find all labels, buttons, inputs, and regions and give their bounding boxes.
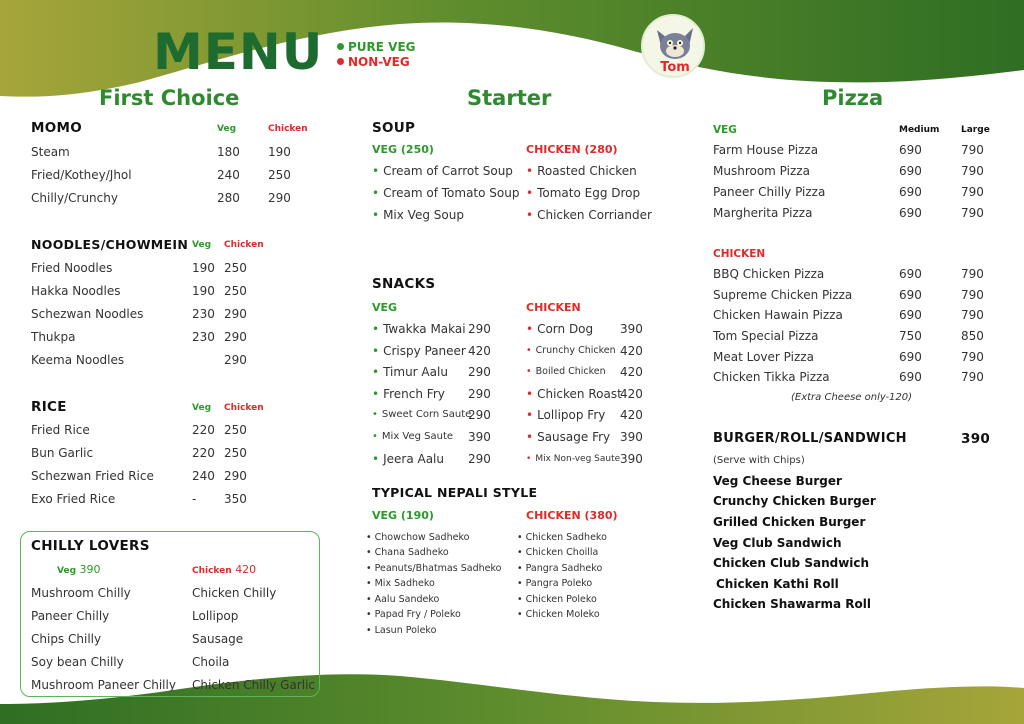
- chicken-price: 250: [268, 168, 291, 182]
- veg-price: 280: [217, 191, 240, 205]
- chicken-price: 290: [224, 307, 247, 321]
- pizza-large-price: 790: [961, 308, 984, 322]
- pizza-large-price: 790: [961, 143, 984, 157]
- pizza-name: Margherita Pizza: [713, 206, 813, 220]
- veg-dot-icon: [337, 43, 344, 50]
- pizza-medium-price: 690: [899, 185, 922, 199]
- veg-price: 230: [192, 330, 215, 344]
- chicken-price: 250: [224, 446, 247, 460]
- veg-price: 190: [192, 284, 215, 298]
- pizza-large-price: 790: [961, 370, 984, 384]
- restaurant-logo: [641, 14, 705, 78]
- chilly-lovers-heading: CHILLY LOVERS: [31, 538, 150, 554]
- nepali-chicken-item: • Chicken Poleko: [517, 594, 597, 606]
- menu-item-name: Fried/Kothey/Jhol: [31, 168, 132, 182]
- chilly-chicken-item: Chicken Chilly Garlic: [192, 678, 315, 692]
- chilly-chicken-header: [192, 563, 256, 577]
- legend-non-veg: [337, 55, 410, 69]
- pizza-large-price: 790: [961, 206, 984, 220]
- menu-item-name: Exo Fried Rice: [31, 492, 116, 506]
- snack-chicken-item: • Corn Dog: [526, 322, 593, 337]
- logo-text: Tom: [660, 60, 690, 75]
- snack-chicken-item: • Chicken Roast: [526, 387, 622, 402]
- pizza-name: Mushroom Pizza: [713, 164, 810, 178]
- menu-item-name: Fried Rice: [31, 423, 90, 437]
- soup-chicken-item: • Roasted Chicken: [526, 164, 637, 179]
- chicken-price: 290: [224, 353, 247, 367]
- burger-item: Veg Club Sandwich: [713, 536, 842, 550]
- chilly-chicken-item: Chicken Chilly: [192, 586, 277, 600]
- pizza-large-price: 790: [961, 164, 984, 178]
- legend-pure-veg: [337, 40, 416, 54]
- burger-item: Crunchy Chicken Burger: [713, 494, 876, 508]
- chicken-price: 350: [224, 492, 247, 506]
- soup-heading: SOUP: [372, 120, 416, 136]
- snack-chicken-item: • Boiled Chicken: [526, 366, 606, 378]
- pizza-medium-price: 750: [899, 329, 922, 343]
- pizza-name: BBQ Chicken Pizza: [713, 267, 825, 281]
- veg-price: 190: [192, 261, 215, 275]
- nepali-veg-label: VEG (190): [372, 509, 434, 522]
- soup-chicken-label: CHICKEN (280): [526, 143, 618, 156]
- chicken-price: 290: [224, 469, 247, 483]
- chicken-price: 290: [224, 330, 247, 344]
- pizza-title: Pizza: [822, 86, 884, 110]
- pizza-name: Meat Lover Pizza: [713, 350, 814, 364]
- snack-veg-price: 290: [468, 387, 491, 401]
- burger-price: 390: [961, 431, 991, 447]
- snack-veg-item: • French Fry: [372, 387, 445, 402]
- snack-veg-price: 290: [468, 408, 491, 422]
- menu-item-name: Thukpa: [31, 330, 76, 344]
- snack-veg-item: • Sweet Corn Saute: [372, 409, 471, 421]
- snack-veg-item: • Twakka Makai: [372, 322, 466, 337]
- pizza-medium-price: 690: [899, 206, 922, 220]
- chilly-veg-item: Mushroom Paneer Chilly: [31, 678, 176, 692]
- nepali-heading: TYPICAL NEPALI STYLE: [372, 485, 538, 500]
- burger-heading: BURGER/ROLL/SANDWICH: [713, 431, 907, 446]
- pizza-col-large: Large: [961, 125, 990, 135]
- snack-veg-price: 290: [468, 365, 491, 379]
- rice-heading: RICE: [31, 399, 67, 415]
- pizza-large-price: 790: [961, 288, 984, 302]
- snack-veg-price: 290: [468, 452, 491, 466]
- menu-item-name: Fried Noodles: [31, 261, 113, 275]
- nepali-veg-item: • Papad Fry / Poleko: [366, 609, 461, 621]
- soup-veg-item: • Mix Veg Soup: [372, 208, 464, 223]
- noodles-heading: NOODLES/CHOWMEIN: [31, 237, 189, 252]
- pizza-large-price: 790: [961, 350, 984, 364]
- snack-veg-price: 390: [468, 430, 491, 444]
- chilly-veg-label: Veg: [57, 566, 77, 576]
- chilly-chicken-item: Choila: [192, 655, 230, 669]
- snack-chicken-price: 420: [620, 408, 643, 422]
- burger-item: Chicken Shawarma Roll: [713, 597, 871, 611]
- first-choice-title: First Choice: [99, 86, 240, 110]
- momo-col-chicken: Chicken: [268, 124, 308, 134]
- chilly-veg-item: Soy bean Chilly: [31, 655, 124, 669]
- pizza-large-price: 790: [961, 185, 984, 199]
- pizza-large-price: 850: [961, 329, 984, 343]
- snack-chicken-item: • Lollipop Fry: [526, 408, 605, 423]
- menu-item-name: Chilly/Crunchy: [31, 191, 118, 205]
- menu-item-name: Hakka Noodles: [31, 284, 121, 298]
- chilly-chicken-label: Chicken: [192, 566, 232, 576]
- chilly-veg-header: [57, 563, 101, 577]
- chilly-chicken-item: Sausage: [192, 632, 244, 646]
- veg-price: 220: [192, 446, 215, 460]
- snack-veg-item: • Jeera Aalu: [372, 452, 444, 467]
- pizza-name: Paneer Chilly Pizza: [713, 185, 826, 199]
- nepali-veg-item: • Mix Sadheko: [366, 578, 435, 590]
- pizza-veg-label: VEG: [713, 124, 737, 136]
- snack-veg-item: • Crispy Paneer: [372, 344, 466, 359]
- snack-veg-item: • Timur Aalu: [372, 365, 448, 380]
- burger-item: Grilled Chicken Burger: [713, 515, 866, 529]
- chilly-chicken-price: 420: [235, 563, 257, 576]
- snack-chicken-price: 390: [620, 322, 643, 336]
- pizza-medium-price: 690: [899, 143, 922, 157]
- nonveg-dot-icon: [337, 58, 344, 65]
- extra-cheese-note: (Extra Cheese only-120): [791, 392, 913, 403]
- pizza-medium-price: 690: [899, 288, 922, 302]
- pizza-name: Tom Special Pizza: [713, 329, 819, 343]
- veg-price: 220: [192, 423, 215, 437]
- burger-note: (Serve with Chips): [713, 455, 805, 466]
- nepali-veg-item: • Aalu Sandeko: [366, 594, 439, 606]
- pizza-col-medium: Medium: [899, 125, 940, 135]
- snack-chicken-item: • Crunchy Chicken: [526, 345, 616, 357]
- snack-chicken-price: 420: [620, 344, 643, 358]
- soup-veg-label: VEG (250): [372, 143, 434, 156]
- snacks-chicken-label: CHICKEN: [526, 301, 581, 314]
- soup-chicken-item: • Chicken Corriander: [526, 208, 652, 223]
- snacks-heading: SNACKS: [372, 276, 436, 292]
- legend-nonveg-label: NON-VEG: [348, 55, 410, 69]
- menu-title: MENU: [153, 23, 324, 81]
- veg-price: 180: [217, 145, 240, 159]
- rice-col-chicken: Chicken: [224, 403, 264, 413]
- chilly-veg-price: 390: [79, 563, 101, 576]
- menu-item-name: Steam: [31, 145, 70, 159]
- chilly-chicken-item: Lollipop: [192, 609, 239, 623]
- snack-chicken-price: 390: [620, 452, 643, 466]
- pizza-name: Supreme Chicken Pizza: [713, 288, 853, 302]
- burger-item: Chicken Club Sandwich: [713, 556, 870, 570]
- chilly-veg-item: Mushroom Chilly: [31, 586, 131, 600]
- snack-veg-price: 290: [468, 322, 491, 336]
- snack-chicken-item: • Sausage Fry: [526, 430, 610, 445]
- menu-item-name: Schezwan Noodles: [31, 307, 144, 321]
- pizza-name: Farm House Pizza: [713, 143, 819, 157]
- menu-item-name: Keema Noodles: [31, 353, 125, 367]
- chilly-veg-item: Paneer Chilly: [31, 609, 110, 623]
- chicken-price: 250: [224, 284, 247, 298]
- snack-chicken-item: • Mix Non-veg Saute: [526, 453, 620, 465]
- snack-veg-price: 420: [468, 344, 491, 358]
- pizza-name: Chicken Tikka Pizza: [713, 370, 830, 384]
- soup-veg-item: • Cream of Tomato Soup: [372, 186, 519, 201]
- nepali-chicken-label: CHICKEN (380): [526, 509, 618, 522]
- veg-price: 240: [217, 168, 240, 182]
- snacks-veg-label: VEG: [372, 301, 398, 314]
- nepali-veg-item: • Chowchow Sadheko: [366, 532, 469, 544]
- chicken-price: 250: [224, 261, 247, 275]
- soup-chicken-item: • Tomato Egg Drop: [526, 186, 640, 201]
- pizza-medium-price: 690: [899, 164, 922, 178]
- chicken-price: 290: [268, 191, 291, 205]
- starter-title: Starter: [467, 86, 552, 110]
- momo-col-veg: Veg: [217, 124, 237, 134]
- rice-col-veg: Veg: [192, 403, 212, 413]
- chilly-veg-item: Chips Chilly: [31, 632, 102, 646]
- burger-item: Veg Cheese Burger: [713, 474, 842, 488]
- menu-item-name: Schezwan Fried Rice: [31, 469, 154, 483]
- noodles-col-chicken: Chicken: [224, 240, 264, 250]
- nepali-chicken-item: • Chicken Choilla: [517, 547, 598, 559]
- menu-item-name: Bun Garlic: [31, 446, 94, 460]
- nepali-chicken-item: • Chicken Moleko: [517, 609, 600, 621]
- pizza-medium-price: 690: [899, 370, 922, 384]
- snack-chicken-price: 420: [620, 365, 643, 379]
- pizza-large-price: 790: [961, 267, 984, 281]
- snack-chicken-price: 390: [620, 430, 643, 444]
- noodles-col-veg: Veg: [192, 240, 212, 250]
- nepali-veg-item: • Chana Sadheko: [366, 547, 449, 559]
- nepali-veg-item: • Peanuts/Bhatmas Sadheko: [366, 563, 501, 575]
- soup-veg-item: • Cream of Carrot Soup: [372, 164, 513, 179]
- pizza-medium-price: 690: [899, 267, 922, 281]
- momo-heading: MOMO: [31, 120, 83, 136]
- veg-price: 230: [192, 307, 215, 321]
- chicken-price: 250: [224, 423, 247, 437]
- pizza-medium-price: 690: [899, 350, 922, 364]
- chicken-price: 190: [268, 145, 291, 159]
- veg-price: 240: [192, 469, 215, 483]
- nepali-veg-item: • Lasun Poleko: [366, 625, 436, 637]
- veg-price: -: [192, 492, 197, 506]
- nepali-chicken-item: • Pangra Sadheko: [517, 563, 602, 575]
- snack-veg-item: • Mix Veg Saute: [372, 431, 453, 443]
- nepali-chicken-item: • Pangra Poleko: [517, 578, 592, 590]
- nepali-chicken-item: • Chicken Sadheko: [517, 532, 607, 544]
- snack-chicken-price: 420: [620, 387, 643, 401]
- pizza-name: Chicken Hawain Pizza: [713, 308, 843, 322]
- burger-item: Chicken Kathi Roll: [716, 577, 839, 591]
- legend-veg-label: PURE VEG: [348, 40, 416, 54]
- pizza-chicken-label: CHICKEN: [713, 248, 766, 260]
- pizza-medium-price: 690: [899, 308, 922, 322]
